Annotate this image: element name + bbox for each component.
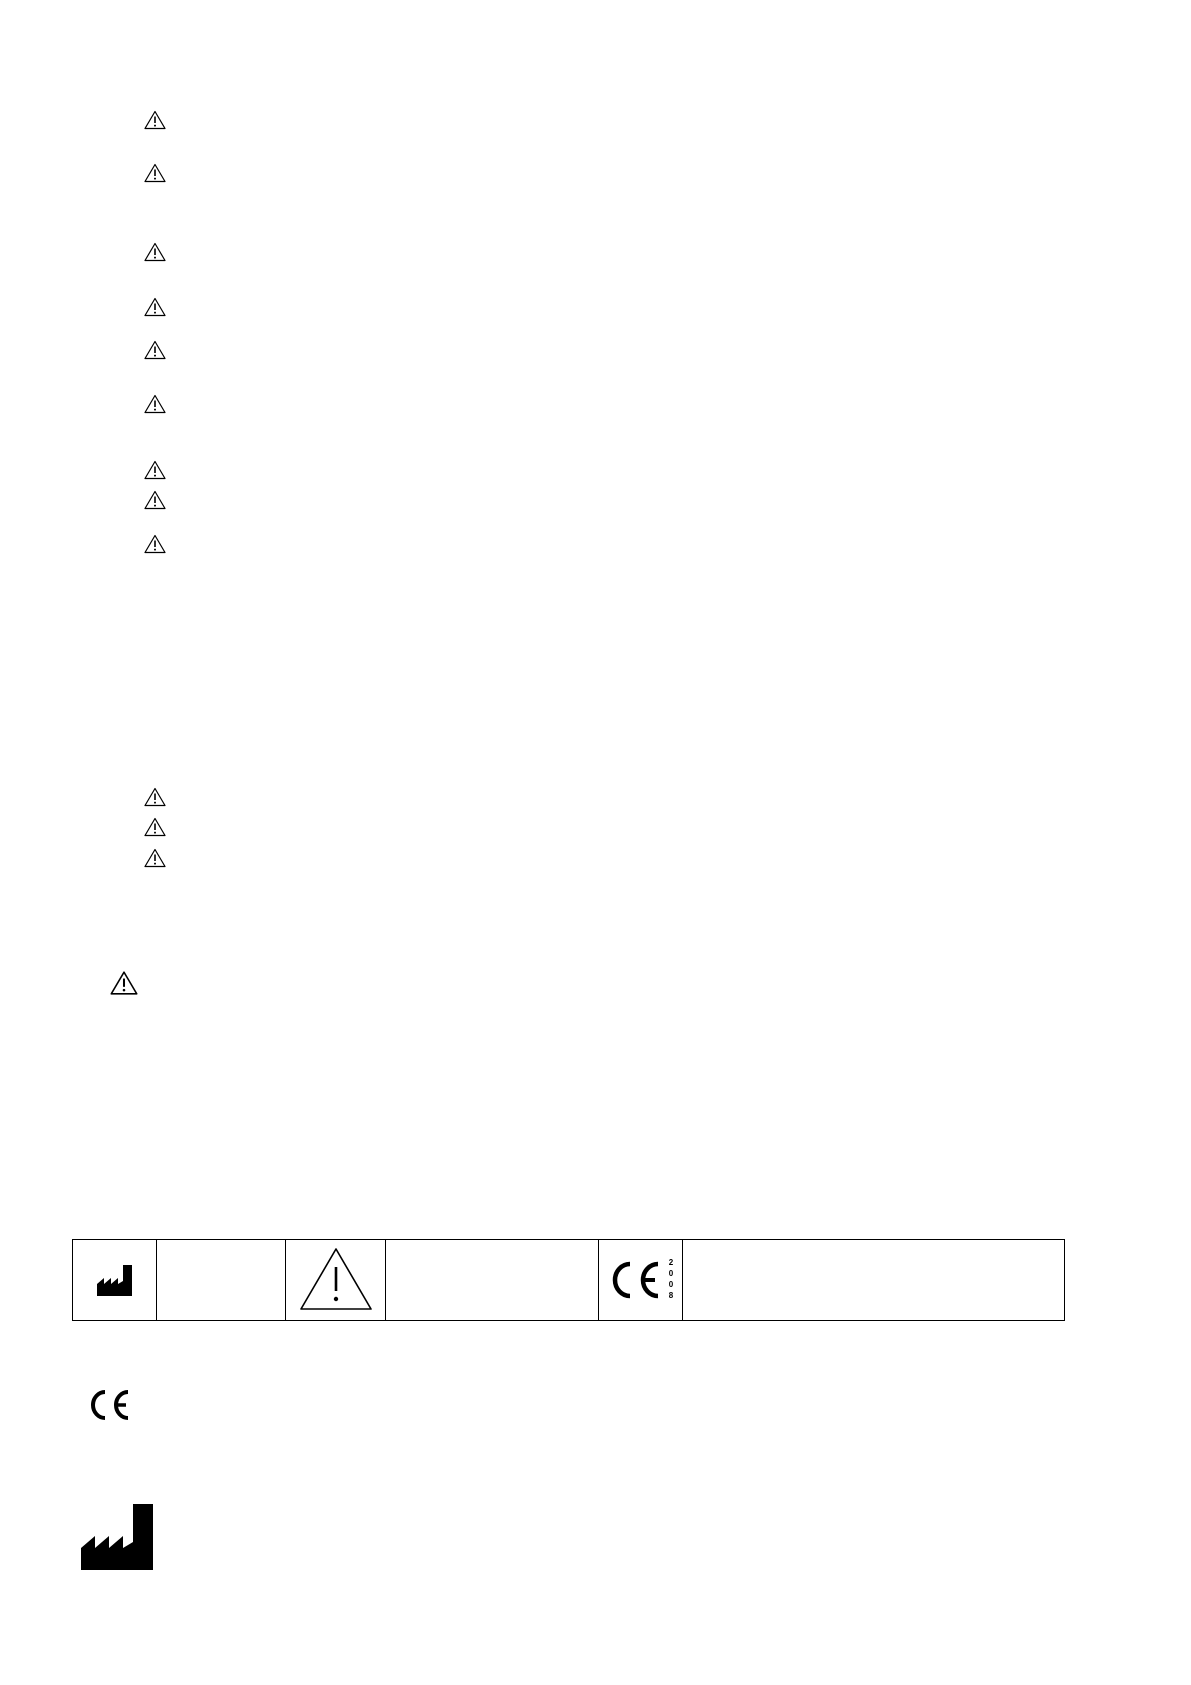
symbol-cell-manufacturer (73, 1240, 157, 1320)
warning-triangle-icon (144, 110, 166, 130)
warning-triangle-icon (144, 848, 166, 868)
symbol-cell-caution (286, 1240, 386, 1320)
symbol-cell-caution-text (386, 1240, 599, 1320)
warning-triangle-icon (144, 394, 166, 414)
symbol-cell-ce (599, 1240, 683, 1320)
warning-triangle-icon (110, 970, 138, 996)
warning-triangle-icon (144, 787, 166, 807)
svg-text:0: 0 (668, 1269, 673, 1278)
svg-text:0: 0 (668, 1280, 673, 1289)
factory-icon (95, 1262, 135, 1298)
symbol-cell-manufacturer-text (157, 1240, 286, 1320)
ce-notified-body-number (668, 1258, 673, 1300)
warning-triangle-icon (144, 490, 166, 510)
warning-triangle-icon (144, 340, 166, 360)
ce-mark-icon (86, 1386, 134, 1424)
factory-icon (79, 1502, 155, 1572)
ce-mark-icon (605, 1255, 677, 1305)
warning-triangle-icon (144, 297, 166, 317)
svg-text:2: 2 (668, 1258, 673, 1267)
warning-triangle-icon (297, 1245, 375, 1315)
warning-triangle-icon (144, 534, 166, 554)
symbol-table (72, 1239, 1065, 1321)
warning-triangle-icon (144, 817, 166, 837)
warning-triangle-icon (144, 163, 166, 183)
warning-triangle-icon (144, 242, 166, 262)
symbol-cell-ce-text (683, 1240, 1064, 1320)
svg-text:8: 8 (668, 1291, 673, 1300)
warning-triangle-icon (144, 460, 166, 480)
